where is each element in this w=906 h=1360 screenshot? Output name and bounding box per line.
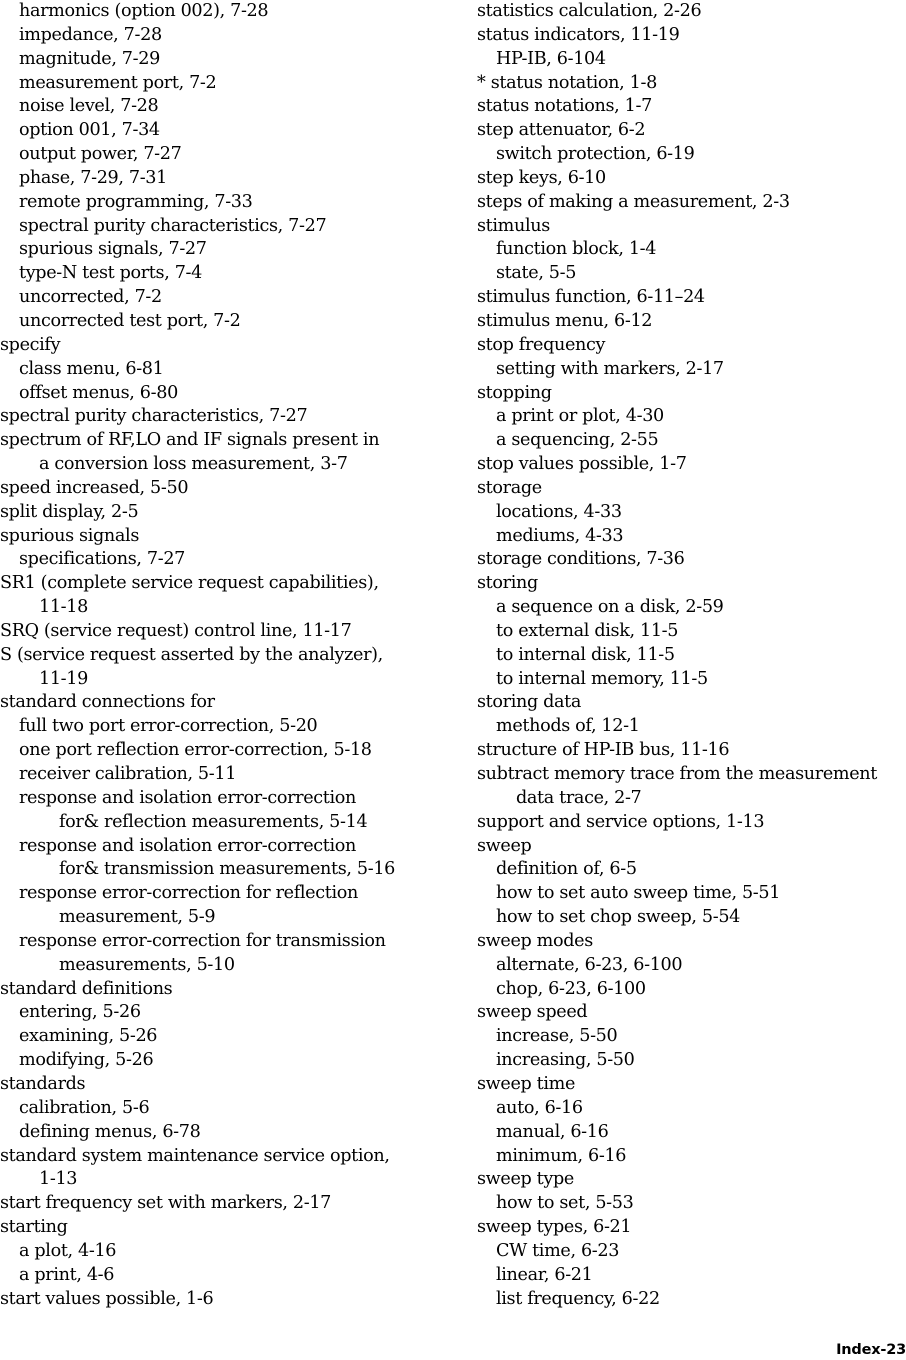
index-subentry: a print or plot, 4-30 xyxy=(496,406,664,427)
index-subentry: spectral purity characteristics, 7-27 xyxy=(19,215,327,236)
index-subentry: HP-IB, 6-104 xyxy=(496,48,606,69)
index-subentry: increasing, 5-50 xyxy=(496,1050,635,1071)
index-subentry: full two port error-correction, 5-20 xyxy=(19,716,318,737)
index-entry: status notations, 1-7 xyxy=(477,96,652,117)
index-subentry: calibration, 5-6 xyxy=(19,1097,150,1118)
index-entry: speed increased, 5-50 xyxy=(0,477,189,498)
index-subentry: manual, 6-16 xyxy=(496,1121,609,1142)
index-subentry: methods of, 12-1 xyxy=(496,716,640,737)
index-subentry: to external disk, 11-5 xyxy=(496,620,679,641)
index-entry: specify xyxy=(0,334,61,355)
index-entry: storing xyxy=(477,573,538,594)
index-subentry: offset menus, 6-80 xyxy=(19,382,178,403)
index-subentry: class menu, 6-81 xyxy=(19,358,164,379)
index-subentry: switch protection, 6-19 xyxy=(496,144,695,165)
index-entry: standards xyxy=(0,1073,86,1094)
index-entry: spectral purity characteristics, 7-27 xyxy=(0,406,308,427)
index-subentry: defining menus, 6-78 xyxy=(19,1121,201,1142)
index-subentry: harmonics (option 002), 7-28 xyxy=(19,1,269,21)
index-subentry: how to set chop sweep, 5-54 xyxy=(496,907,741,928)
index-entry: SR1 (complete service request capabilities), xyxy=(0,573,379,594)
index-entry: sweep type xyxy=(477,1169,574,1190)
index-entry-continuation: for& reflection measurements, 5-14 xyxy=(59,811,368,832)
index-subentry: increase, 5-50 xyxy=(496,1026,618,1047)
index-subentry: type-N test ports, 7-4 xyxy=(19,263,202,284)
index-entry: start values possible, 1-6 xyxy=(0,1288,214,1309)
index-entry: standard connections for xyxy=(0,692,215,713)
index-subentry: how to set, 5-53 xyxy=(496,1193,634,1214)
index-entry: subtract memory trace from the measurement xyxy=(477,764,878,784)
index-subentry: response and isolation error-correction xyxy=(19,787,357,808)
index-entry-continuation: a conversion loss measurement, 3-7 xyxy=(39,454,348,475)
index-entry: stimulus function, 6-11–24 xyxy=(477,287,705,308)
index-subentry: list frequency, 6-22 xyxy=(496,1288,660,1309)
index-subentry: one port reflection error-correction, 5-18 xyxy=(19,740,372,761)
index-subentry: response error-correction for reflection xyxy=(19,883,358,904)
index-subentry: alternate, 6-23, 6-100 xyxy=(496,954,683,975)
index-entry: status indicators, 11-19 xyxy=(477,24,680,45)
index-entry-continuation: 1-13 xyxy=(39,1169,78,1190)
index-subentry: CW time, 6-23 xyxy=(496,1240,620,1261)
index-entry-continuation: measurement, 5-9 xyxy=(59,907,216,928)
index-subentry: modifying, 5-26 xyxy=(19,1050,154,1071)
index-entry-continuation: data trace, 2-7 xyxy=(516,787,642,808)
index-subentry: to internal disk, 11-5 xyxy=(496,644,675,665)
index-entry: spectrum of RF,LO and IF signals present in xyxy=(0,430,380,451)
index-subentry: measurement port, 7-2 xyxy=(19,72,217,93)
index-subentry: linear, 6-21 xyxy=(496,1264,593,1285)
index-subentry: uncorrected test port, 7-2 xyxy=(19,310,241,331)
index-entry: sweep speed xyxy=(477,1002,588,1023)
index-entry: stimulus menu, 6-12 xyxy=(477,310,653,331)
index-subentry: phase, 7-29, 7-31 xyxy=(19,167,167,188)
index-subentry: noise level, 7-28 xyxy=(19,96,159,117)
index-subentry: uncorrected, 7-2 xyxy=(19,287,162,308)
index-subentry: response error-correction for transmission xyxy=(19,930,386,951)
index-column-right xyxy=(477,0,906,1311)
index-subentry: to internal memory, 11-5 xyxy=(496,668,708,689)
index-entry: statistics calculation, 2-26 xyxy=(477,1,702,21)
index-entry: start frequency set with markers, 2-17 xyxy=(0,1193,332,1214)
index-entry: spurious signals xyxy=(0,525,139,546)
index-subentry: locations, 4-33 xyxy=(496,501,622,522)
index-subentry: impedance, 7-28 xyxy=(19,24,162,45)
index-entry-continuation: for& transmission measurements, 5-16 xyxy=(59,859,396,880)
index-subentry: definition of, 6-5 xyxy=(496,859,637,880)
index-entry-continuation: 11-18 xyxy=(39,597,88,618)
index-subentry: a plot, 4-16 xyxy=(19,1240,117,1261)
index-subentry: examining, 5-26 xyxy=(19,1026,158,1047)
index-subentry: minimum, 6-16 xyxy=(496,1145,627,1166)
index-subentry: chop, 6-23, 6-100 xyxy=(496,978,646,999)
index-entry: sweep time xyxy=(477,1073,576,1094)
index-entry: sweep xyxy=(477,835,532,856)
index-entry: support and service options, 1-13 xyxy=(477,811,765,832)
index-entry: structure of HP-IB bus, 11-16 xyxy=(477,740,730,761)
index-entry: step keys, 6-10 xyxy=(477,167,606,188)
index-subentry: spurious signals, 7-27 xyxy=(19,239,207,260)
index-entry: storage conditions, 7-36 xyxy=(477,549,685,570)
index-subentry: a print, 4-6 xyxy=(19,1264,115,1285)
index-entry: standard definitions xyxy=(0,978,173,999)
index-entry: stop values possible, 1-7 xyxy=(477,454,687,475)
index-subentry: a sequence on a disk, 2-59 xyxy=(496,597,724,618)
index-subentry: response and isolation error-correction xyxy=(19,835,357,856)
index-entry: sweep types, 6-21 xyxy=(477,1217,632,1238)
index-subentry: entering, 5-26 xyxy=(19,1002,141,1023)
index-entry: starting xyxy=(0,1217,68,1238)
index-subentry: mediums, 4-33 xyxy=(496,525,624,546)
page-number: Index-23 xyxy=(836,1342,906,1358)
index-subentry: receiver calibration, 5-11 xyxy=(19,764,237,784)
index-entry: storage xyxy=(477,477,542,498)
index-subentry: auto, 6-16 xyxy=(496,1097,583,1118)
index-entry: standard system maintenance service option, xyxy=(0,1145,390,1166)
index-entry: stimulus xyxy=(477,215,550,236)
index-entry: storing data xyxy=(477,692,582,713)
index-entry-continuation: 11-19 xyxy=(39,668,88,689)
index-subentry: a sequencing, 2-55 xyxy=(496,430,659,451)
index-subentry: option 001, 7-34 xyxy=(19,120,160,141)
index-subentry: setting with markers, 2-17 xyxy=(496,358,724,379)
index-entry: stop frequency xyxy=(477,334,606,355)
index-column-left xyxy=(0,0,440,1311)
index-entry: sweep modes xyxy=(477,930,593,951)
index-entry: steps of making a measurement, 2-3 xyxy=(477,191,790,212)
index-entry: S (service request asserted by the analyzer), xyxy=(0,644,383,665)
index-subentry: state, 5-5 xyxy=(496,263,577,284)
index-subentry: how to set auto sweep time, 5-51 xyxy=(496,883,781,904)
index-entry-continuation: measurements, 5-10 xyxy=(59,954,235,975)
index-entry: SRQ (service request) control line, 11-17 xyxy=(0,620,352,641)
index-entry: split display, 2-5 xyxy=(0,501,139,522)
index-entry: stopping xyxy=(477,382,552,403)
index-entry: step attenuator, 6-2 xyxy=(477,120,646,141)
index-subentry: function block, 1-4 xyxy=(496,239,657,260)
index-subentry: magnitude, 7-29 xyxy=(19,48,160,69)
index-subentry: output power, 7-27 xyxy=(19,144,182,165)
index-entry: * status notation, 1-8 xyxy=(477,72,657,93)
index-subentry: remote programming, 7-33 xyxy=(19,191,253,212)
index-subentry: specifications, 7-27 xyxy=(19,549,186,570)
